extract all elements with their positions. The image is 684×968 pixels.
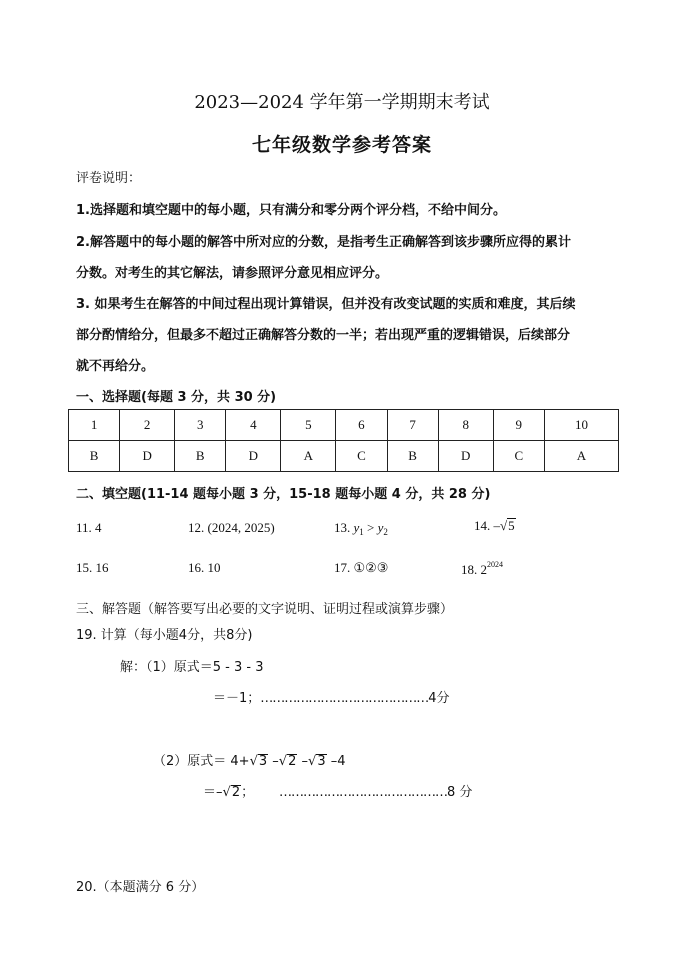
answer-13-gt: > xyxy=(363,520,378,535)
section-2-heading: 二、填空题(11-14 题每小题 3 分，15-18 题每小题 4 分，共 28 分) xyxy=(76,487,491,502)
notes-heading: 评卷说明： xyxy=(76,171,142,186)
question-number-cell: 3 xyxy=(175,410,226,441)
question-number-cell: 6 xyxy=(336,410,387,441)
q19-part2-radicand-3: 3 xyxy=(317,754,326,769)
q19-part2-result-radicand: 2 xyxy=(231,785,241,800)
q19-part2-minus-2: – xyxy=(297,754,309,769)
q19-part1-score: 4分 xyxy=(428,691,450,706)
answer-cell: C xyxy=(336,441,387,472)
q19-part2-dots: …………………………………… xyxy=(279,785,447,800)
answer-cell: B xyxy=(387,441,438,472)
answer-18-exponent: 2024 xyxy=(487,560,503,569)
fill-answer-17: 17. ①②③ xyxy=(334,560,389,575)
question-number-cell: 8 xyxy=(438,410,493,441)
q19-part2-result-prefix: ＝– xyxy=(203,785,223,800)
answer-cell: B xyxy=(175,441,226,472)
answer-18-base: 2 xyxy=(480,562,487,577)
question-19-title: 19. 计算（每小题4分，共8分) xyxy=(76,628,253,643)
question-number-cell: 5 xyxy=(281,410,336,441)
q19-part2-minus-1: – xyxy=(268,754,279,769)
multiple-choice-answer-table xyxy=(68,409,619,472)
sqrt-icon: √ xyxy=(222,785,231,800)
answer-row xyxy=(69,441,619,472)
q19-part2-line2 xyxy=(203,781,254,800)
q19-part2-score-line xyxy=(279,781,472,800)
answer-14-label: 14. – xyxy=(474,518,500,533)
answer-cell: D xyxy=(226,441,281,472)
fill-answer-15: 15. 16 xyxy=(76,560,109,575)
question-number-cell: 7 xyxy=(387,410,438,441)
note-item-1: 1.选择题和填空题中的每小题，只有满分和零分两个评分档，不给中间分。 xyxy=(76,203,506,218)
q19-part2-line1 xyxy=(153,750,346,769)
answer-cell: C xyxy=(493,441,544,472)
q19-part1-dots: …………………………………… xyxy=(260,691,429,706)
q19-part2-suffix: –4 xyxy=(326,754,346,769)
note-item-2-line-2: 分数。对考生的其它解法，请参照评分意见相应评分。 xyxy=(76,266,389,281)
fill-answer-13 xyxy=(334,520,388,537)
sqrt-icon: √ xyxy=(500,518,508,533)
fill-answer-16: 16. 10 xyxy=(188,560,221,575)
answer-13-sub1: 1 xyxy=(359,527,364,537)
q19-part2-result-suffix: ； xyxy=(241,785,255,800)
q19-part2-radicand-1: 3 xyxy=(258,754,268,769)
question-number-cell: 1 xyxy=(69,410,120,441)
question-number-cell: 4 xyxy=(226,410,281,441)
section-1-heading: 一、选择题(每题 3 分，共 30 分) xyxy=(76,390,277,405)
answer-cell: A xyxy=(544,441,618,472)
note-item-3-line-2: 部分酌情给分，但最多不超过正确解答分数的一半；若出现严重的逻辑错误，后续部分 xyxy=(76,328,571,343)
answer-13-y2: y xyxy=(377,520,384,535)
fill-answer-18 xyxy=(461,560,503,578)
answer-14-radicand: 5 xyxy=(508,518,515,533)
q19-part2-score: 8 分 xyxy=(447,785,473,800)
question-number-cell: 2 xyxy=(120,410,175,441)
answer-13-sub2: 2 xyxy=(383,527,388,537)
sqrt-icon: √ xyxy=(278,754,288,769)
sqrt-icon: √ xyxy=(249,754,258,769)
q19-part1-line2 xyxy=(213,687,450,706)
answer-cell: B xyxy=(69,441,120,472)
answer-cell: D xyxy=(438,441,493,472)
q19-part1-line1: 解：（1）原式＝5 - 3 - 3 xyxy=(120,660,264,675)
question-number-cell: 9 xyxy=(493,410,544,441)
question-number-row xyxy=(69,410,619,441)
q19-part1-result: ＝－1； xyxy=(213,691,261,706)
answer-18-label: 18. xyxy=(461,562,478,577)
answer-13-label: 13. xyxy=(334,520,351,535)
section-3-heading: 三、解答题（解答要写出必要的文字说明、证明过程或演算步骤） xyxy=(76,602,454,617)
note-item-3-line-1: 3. 如果考生在解答的中间过程出现计算错误，但并没有改变试题的实质和难度，其后续 xyxy=(76,297,576,312)
answer-13-y1: y xyxy=(353,520,360,535)
fill-answer-12: 12. (2024, 2025) xyxy=(188,520,275,535)
question-20-title: 20.（本题满分 6 分） xyxy=(76,880,205,895)
fill-answer-14 xyxy=(474,518,516,534)
note-item-3-line-3: 就不再给分。 xyxy=(76,359,155,374)
exam-title: 2023—2024 学年第一学期期末考试 xyxy=(194,92,490,113)
answer-key-title: 七年级数学参考答案 xyxy=(251,134,432,156)
fill-answer-11: 11. 4 xyxy=(76,520,102,535)
q19-part2-prefix: （2）原式＝ 4+ xyxy=(153,754,250,769)
note-item-2-line-1: 2.解答题中的每小题的解答中所对应的分数，是指考生正确解答到该步骤所应得的累计 xyxy=(76,235,571,250)
sqrt-icon: √ xyxy=(308,754,317,769)
q19-part2-radicand-2: 2 xyxy=(288,754,297,769)
question-number-cell: 10 xyxy=(544,410,618,441)
answer-cell: A xyxy=(281,441,336,472)
answer-cell: D xyxy=(120,441,175,472)
